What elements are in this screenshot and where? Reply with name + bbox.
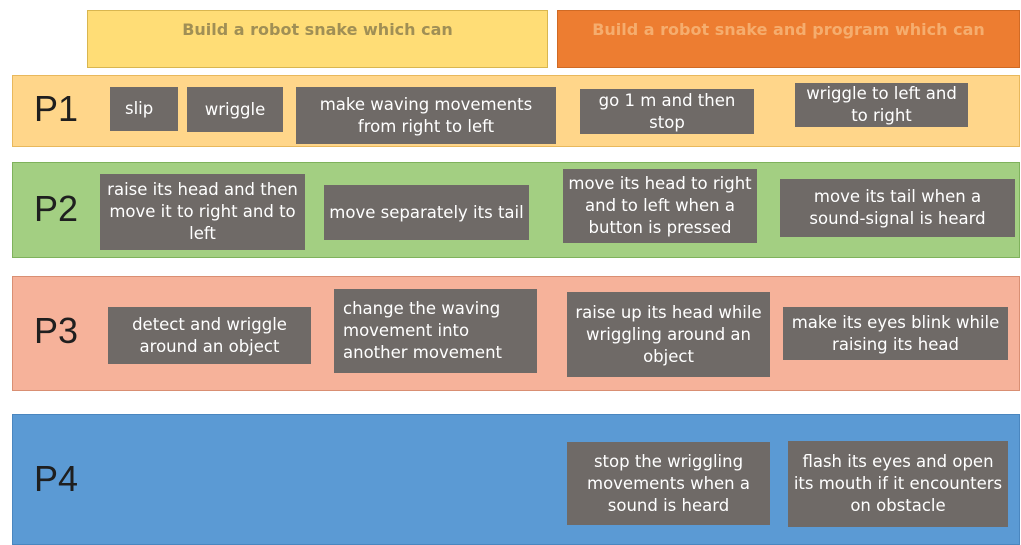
row-p1-label: P1 <box>34 88 79 129</box>
card-p2-head-button: move its head to right and to left when a button is pressed <box>563 169 757 243</box>
card-p4-flash-eyes: flash its eyes and open its mouth if it encounters on obstacle <box>788 441 1008 527</box>
card-p3-change-waving: change the waving movement into another movement <box>334 289 537 373</box>
card-p3-raise-up: raise up its head while wriggling around an object <box>567 292 770 377</box>
header-build-can-text: Build a robot snake which can <box>182 20 453 39</box>
header-build-program-can-text: Build a robot snake and program which can <box>592 20 985 39</box>
row-p2-label: P2 <box>34 188 79 229</box>
card-p1-go-1m: go 1 m and then stop <box>580 89 754 134</box>
card-p2-raise-head: raise its head and then move it to right and to left <box>100 174 305 250</box>
header-build-program-can <box>557 10 1020 68</box>
card-p2-tail: move separately its tail <box>324 185 529 240</box>
row-p3-label: P3 <box>34 310 79 351</box>
card-p1-wriggle-lr: wriggle to left and to right <box>795 83 968 127</box>
card-p4-stop-wriggling: stop the wriggling movements when a sound is heard <box>567 442 770 525</box>
card-p3-detect: detect and wriggle around an object <box>108 307 311 364</box>
card-p1-wriggle: wriggle <box>187 87 283 132</box>
card-p2-tail-sound: move its tail when a sound-signal is heard <box>780 179 1015 237</box>
card-p3-eyes-blink: make its eyes blink while raising its head <box>783 307 1008 360</box>
row-p4-label: P4 <box>34 458 79 499</box>
card-p1-slip: slip <box>110 87 178 131</box>
card-p1-waving: make waving movements from right to left <box>296 87 556 144</box>
header-build-can <box>87 10 548 68</box>
